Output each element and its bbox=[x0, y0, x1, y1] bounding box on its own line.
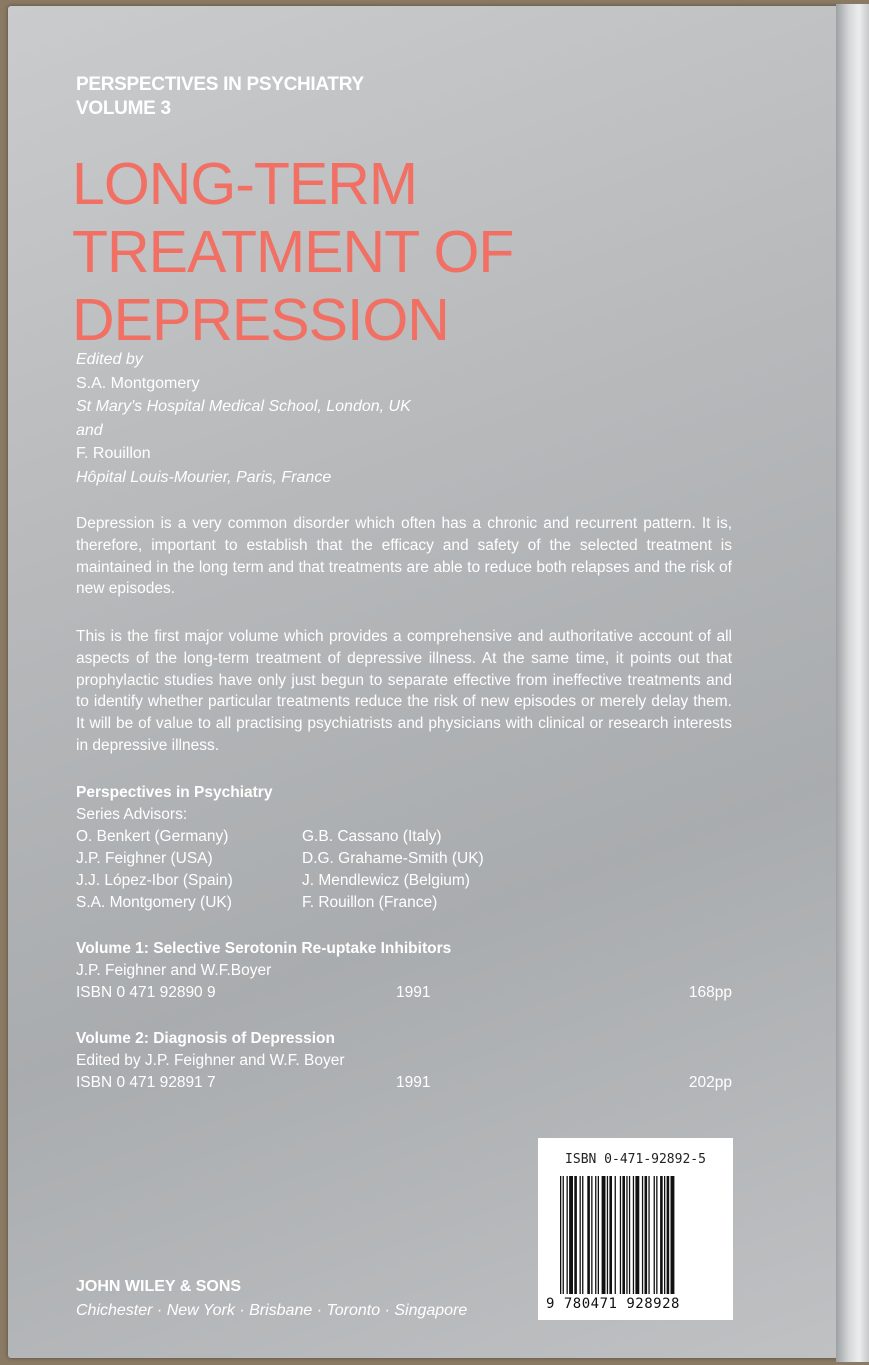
barcode-bar bbox=[633, 1176, 634, 1294]
barcode-bar bbox=[595, 1176, 596, 1294]
volume-year: 1991 bbox=[396, 1074, 431, 1091]
volume-authors: Edited by J.P. Feighner and W.F. Boyer bbox=[76, 1052, 345, 1069]
barcode-bar bbox=[635, 1176, 639, 1294]
isbn-barcode bbox=[538, 1138, 733, 1320]
barcode-bar bbox=[667, 1176, 670, 1294]
editor-2: F. Rouillon bbox=[76, 445, 151, 462]
volume-isbn: ISBN 0 471 92890 9 bbox=[76, 984, 216, 1001]
publisher-block bbox=[76, 1275, 467, 1323]
series-header bbox=[76, 73, 364, 121]
edited-by-label: Edited by bbox=[76, 351, 143, 368]
barcode-bar bbox=[620, 1176, 621, 1294]
barcode-bar bbox=[560, 1176, 561, 1294]
volume-title: Volume 1: Selective Serotonin Re-uptake Inhibitors bbox=[76, 940, 452, 957]
barcode-bars bbox=[560, 1176, 715, 1294]
advisor-name: S.A. Montgomery (UK) bbox=[76, 894, 232, 911]
advisor-name: G.B. Cassano (Italy) bbox=[302, 828, 442, 845]
book-title bbox=[72, 150, 513, 354]
barcode-bar bbox=[602, 1176, 606, 1294]
publisher-cities: Chichester · New York · Brisbane · Toronto · Singapore bbox=[76, 1302, 468, 1319]
barcode-bar bbox=[569, 1176, 573, 1294]
barcode-bar bbox=[629, 1176, 630, 1294]
title-line-1: LONG-TERM bbox=[72, 151, 417, 217]
barcode-bar bbox=[607, 1176, 608, 1294]
barcode-isbn-text: ISBN 0-471-92892-5 bbox=[565, 1152, 706, 1167]
barcode-bar bbox=[660, 1176, 663, 1294]
barcode-bar bbox=[656, 1176, 657, 1294]
advisors-subheading: Series Advisors: bbox=[76, 806, 188, 823]
barcode-bar bbox=[587, 1176, 590, 1294]
advisor-name: J.J. López-Ibor (Spain) bbox=[76, 872, 233, 889]
barcode-bar bbox=[664, 1176, 665, 1294]
barcode-bar bbox=[626, 1176, 627, 1294]
barcode-bar bbox=[574, 1176, 577, 1294]
barcode-bar bbox=[648, 1176, 649, 1294]
barcode-bar bbox=[591, 1176, 592, 1294]
title-line-2: TREATMENT OF bbox=[72, 219, 514, 285]
barcode-bar bbox=[615, 1176, 616, 1294]
barcode-bar bbox=[654, 1176, 655, 1294]
barcode-bar bbox=[622, 1176, 625, 1294]
advisors-heading: Perspectives in Psychiatry bbox=[76, 784, 273, 801]
barcode-bar bbox=[642, 1176, 643, 1294]
volume-pages: 168pp bbox=[688, 984, 732, 1001]
barcode-bar bbox=[582, 1176, 583, 1294]
volume-year: 1991 bbox=[396, 984, 431, 1001]
advisor-name: J.P. Feighner (USA) bbox=[76, 850, 213, 867]
barcode-number: 9 780471 928928 bbox=[546, 1296, 680, 1312]
barcode-bar bbox=[563, 1176, 564, 1294]
book-back-cover bbox=[8, 6, 840, 1358]
volume-1-listing bbox=[76, 938, 732, 1004]
barcode-bar bbox=[598, 1176, 599, 1294]
and-label: and bbox=[76, 421, 103, 439]
editor-2-affiliation: Hôpital Louis-Mourier, Paris, France bbox=[76, 468, 332, 486]
publisher-name: JOHN WILEY & SONS bbox=[76, 1278, 242, 1295]
book-spine-edge bbox=[836, 4, 869, 1362]
series-advisors bbox=[76, 782, 542, 914]
barcode-bar bbox=[671, 1176, 675, 1294]
description-paragraph-2: This is the first major volume which provides a comprehensive and authoritative account of all aspects of the long-term treatment of depressive illness. At the same time, it points out that prophylactic studies have only just begun to separate effective from ineffective treatments and to identify whether particular treatments reduce the risk of new episodes or merely delay them. It will be of value to all practising psychiatrists and physicians with clinical or research interests in depressive illness. bbox=[76, 628, 732, 754]
title-line-3: DEPRESSION bbox=[72, 287, 449, 353]
barcode-bar bbox=[645, 1176, 648, 1294]
volume-2-listing bbox=[76, 1028, 732, 1094]
advisors-list bbox=[76, 826, 542, 914]
volume-isbn: ISBN 0 471 92891 7 bbox=[76, 1074, 216, 1091]
volume-details-row bbox=[76, 1072, 732, 1094]
volume-title: Volume 2: Diagnosis of Depression bbox=[76, 1030, 335, 1047]
advisor-name: J. Mendlewicz (Belgium) bbox=[302, 872, 470, 889]
barcode-bar bbox=[609, 1176, 612, 1294]
series-name: PERSPECTIVES IN PSYCHIATRY bbox=[76, 74, 364, 95]
volume-authors: J.P. Feighner and W.F.Boyer bbox=[76, 962, 272, 979]
editors-block bbox=[76, 348, 411, 489]
editor-1: S.A. Montgomery bbox=[76, 374, 200, 392]
volume-details-row bbox=[76, 982, 732, 1004]
barcode-bar bbox=[567, 1176, 568, 1294]
volume-pages: 202pp bbox=[688, 1074, 732, 1091]
advisor-name: D.G. Grahame-Smith (UK) bbox=[302, 850, 484, 867]
series-volume: VOLUME 3 bbox=[76, 98, 171, 119]
barcode-bar bbox=[580, 1176, 581, 1294]
advisor-name: O. Benkert (Germany) bbox=[76, 828, 229, 845]
advisor-name: F. Rouillon (France) bbox=[302, 894, 438, 911]
editor-1-affiliation: St Mary's Hospital Medical School, London, UK bbox=[76, 398, 411, 415]
description-paragraph-1: Depression is a very common disorder which often has a chronic and recurrent pattern. It is, therefore, important to establish that the efficacy and safety of the selected treatment is maintained in the long term and that treatments are able to reduce both relapses and the risk of new episodes. bbox=[76, 515, 732, 598]
